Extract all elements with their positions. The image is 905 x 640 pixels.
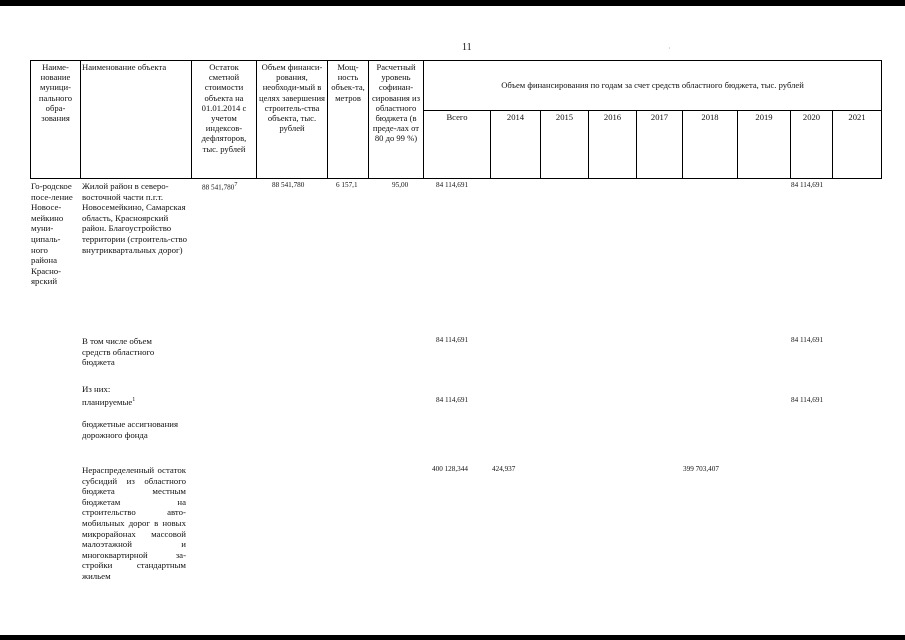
page-number: 11 <box>462 42 472 53</box>
row3-label-intro: Из них: <box>82 384 111 394</box>
header-years-group: Объем финансирования по годам за счет средств областного бюджета, тыс. рублей <box>424 61 882 111</box>
row4-label: Нераспределенный остаток субсидий из областного бюджета местным бюджетам на строительство авто-мобильных дорог в новых микрорайонах массовой малоэтажной и многоквартирной за-стройки стандартным жильем <box>82 465 186 581</box>
row2-total: 84 114,691 <box>436 336 469 344</box>
header-municipality: Наиме-нование муници-пального обра-зования <box>31 61 81 179</box>
row3-2020: 84 114,691 <box>791 396 824 404</box>
header-level: Расчетный уровень софинан-сирования из областного бюджета (в преде-лах от 80 до 99 %) <box>369 61 424 179</box>
row1-capacity: 6 157,1 <box>336 181 358 189</box>
row1-remaining: 88 541,780$^7$ <box>202 182 238 192</box>
row3-total: 84 114,691 <box>436 396 469 404</box>
row4-total: 400 128,344 <box>432 465 468 473</box>
top-border-line <box>0 0 905 6</box>
row4-2014: 424,937 <box>492 465 516 473</box>
header-object: Наименование объекта <box>81 61 192 179</box>
header-table <box>30 60 882 179</box>
row1-2020: 84 114,691 <box>791 181 824 189</box>
header-year-2020: 2020 <box>791 111 833 179</box>
header-remaining: Остаток сметной стоимости объекта на 01.01.2014 с учетом индексов-дефляторов, тыс. рублей <box>192 61 257 179</box>
row1-municipality: Го-родское посе-ление Новосе-мейкино муни-ципаль-ного района Красно-ярский <box>31 181 73 287</box>
header-year-2021: 2021 <box>833 111 882 179</box>
header-total: Всего <box>424 111 491 179</box>
header-year-2015: 2015 <box>541 111 589 179</box>
row4-2018: 399 703,407 <box>683 465 719 473</box>
header-year-2016: 2016 <box>589 111 637 179</box>
header-year-2019: 2019 <box>738 111 791 179</box>
row3-label-rest: бюджетные ассигнования дорожного фонда <box>82 419 179 440</box>
header-year-2017: 2017 <box>637 111 683 179</box>
row1-financing: 88 541,780 <box>272 181 305 189</box>
scan-mark: · <box>668 44 671 53</box>
row1-level: 95,00 <box>392 181 409 189</box>
header-year-2018: 2018 <box>683 111 738 179</box>
row1-object: Жилой район в северо-восточной части п.г.т. Новосемейкино, Самарская область, Красноярский район. Благоустройство территории (строитель-ство внутриквартальных дорог) <box>82 181 188 255</box>
row2-2020: 84 114,691 <box>791 336 824 344</box>
row2-label: В том числе объем средств областного бюджета <box>82 336 155 368</box>
header-financing: Объем финанси-рования, необходи-мый в целях завершения строитель-ства объекта, тыс. рублей <box>257 61 328 179</box>
header-capacity: Мощ-ность объек-та, метров <box>328 61 369 179</box>
header-year-2014: 2014 <box>491 111 541 179</box>
row3-label-planned: планируемые$^1$ <box>82 396 136 407</box>
bottom-border-line <box>0 635 905 640</box>
row1-total: 84 114,691 <box>436 181 469 189</box>
